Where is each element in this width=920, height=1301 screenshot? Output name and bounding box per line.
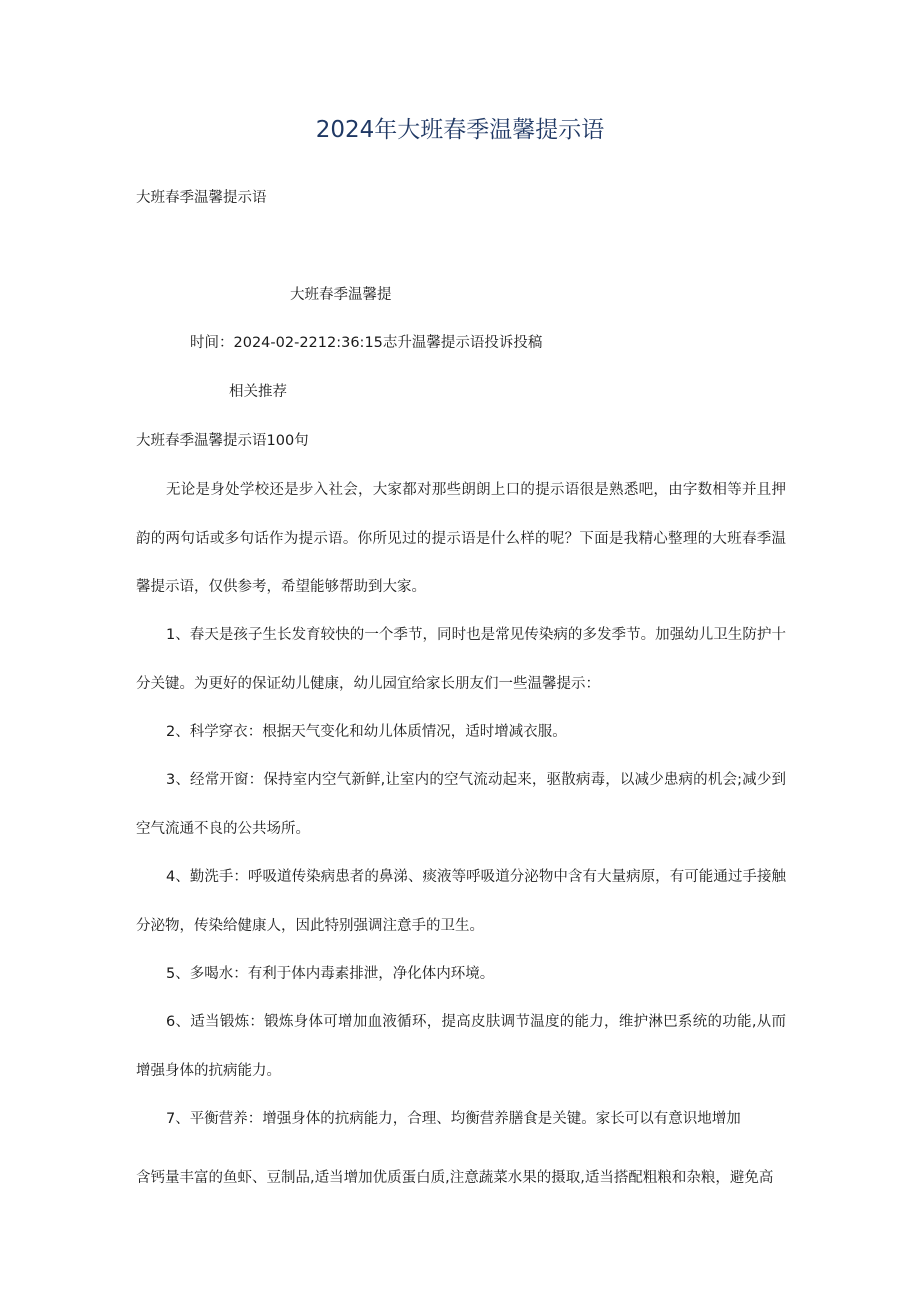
item-3: 3、经常开窗：保持室内空气新鲜,让室内的空气流动起来，驱散病毒，以减少患病的机会;减少到空气流通不良的公共场所。 [136, 772, 786, 837]
item-5: 5、多喝水：有利于体内毒素排泄，净化体内环境。 [166, 966, 495, 982]
item-1: 1、春天是孩子生长发育较快的一个季节，同时也是常见传染病的多发季节。加强幼儿卫生防护十分关键。为更好的保证幼儿健康，幼儿园宜给家长朋友们一些温馨提示： [136, 627, 786, 692]
center-heading: 大班春季温馨提 [290, 287, 392, 303]
document-title: 2024年大班春季温馨提示语 [315, 117, 605, 143]
intro-paragraph: 无论是身处学校还是步入社会，大家都对那些朗朗上口的提示语很是熟悉吧，由字数相等并且押韵的两句话或多句话作为提示语。你所见过的提示语是什么样的呢？下面是我精心整理的大班春季温馨提示语，仅供参考，希望能够帮助到大家。 [136, 482, 786, 595]
item-2: 2、科学穿衣：根据天气变化和幼儿体质情况，适时增减衣服。 [166, 724, 567, 740]
list-title: 大班春季温馨提示语100句 [136, 433, 309, 449]
related-link[interactable]: 相关推荐 [229, 384, 287, 400]
meta-line: 时间：2024-02-2212:36:15志升温馨提示语投诉投稿 [190, 335, 543, 351]
item-7: 7、平衡营养：增强身体的抗病能力，合理、均衡营养膳食是关键。家长可以有意识地增加 [166, 1111, 741, 1127]
item-6: 6、适当锻炼：锻炼身体可增加血液循环，提高皮肤调节温度的能力，维护淋巴系统的功能,从而增强身体的抗病能力。 [136, 1014, 786, 1079]
subtitle: 大班春季温馨提示语 [136, 190, 267, 206]
item-4: 4、勤洗手：呼吸道传染病患者的鼻涕、痰液等呼吸道分泌物中含有大量病原，有可能通过手接触分泌物，传染给健康人，因此特别强调注意手的卫生。 [136, 869, 786, 934]
tail-paragraph: 含钙量丰富的鱼虾、豆制品,适当增加优质蛋白质,注意蔬菜水果的摄取,适当搭配粗粮和杂粮，避免高 [136, 1170, 774, 1186]
